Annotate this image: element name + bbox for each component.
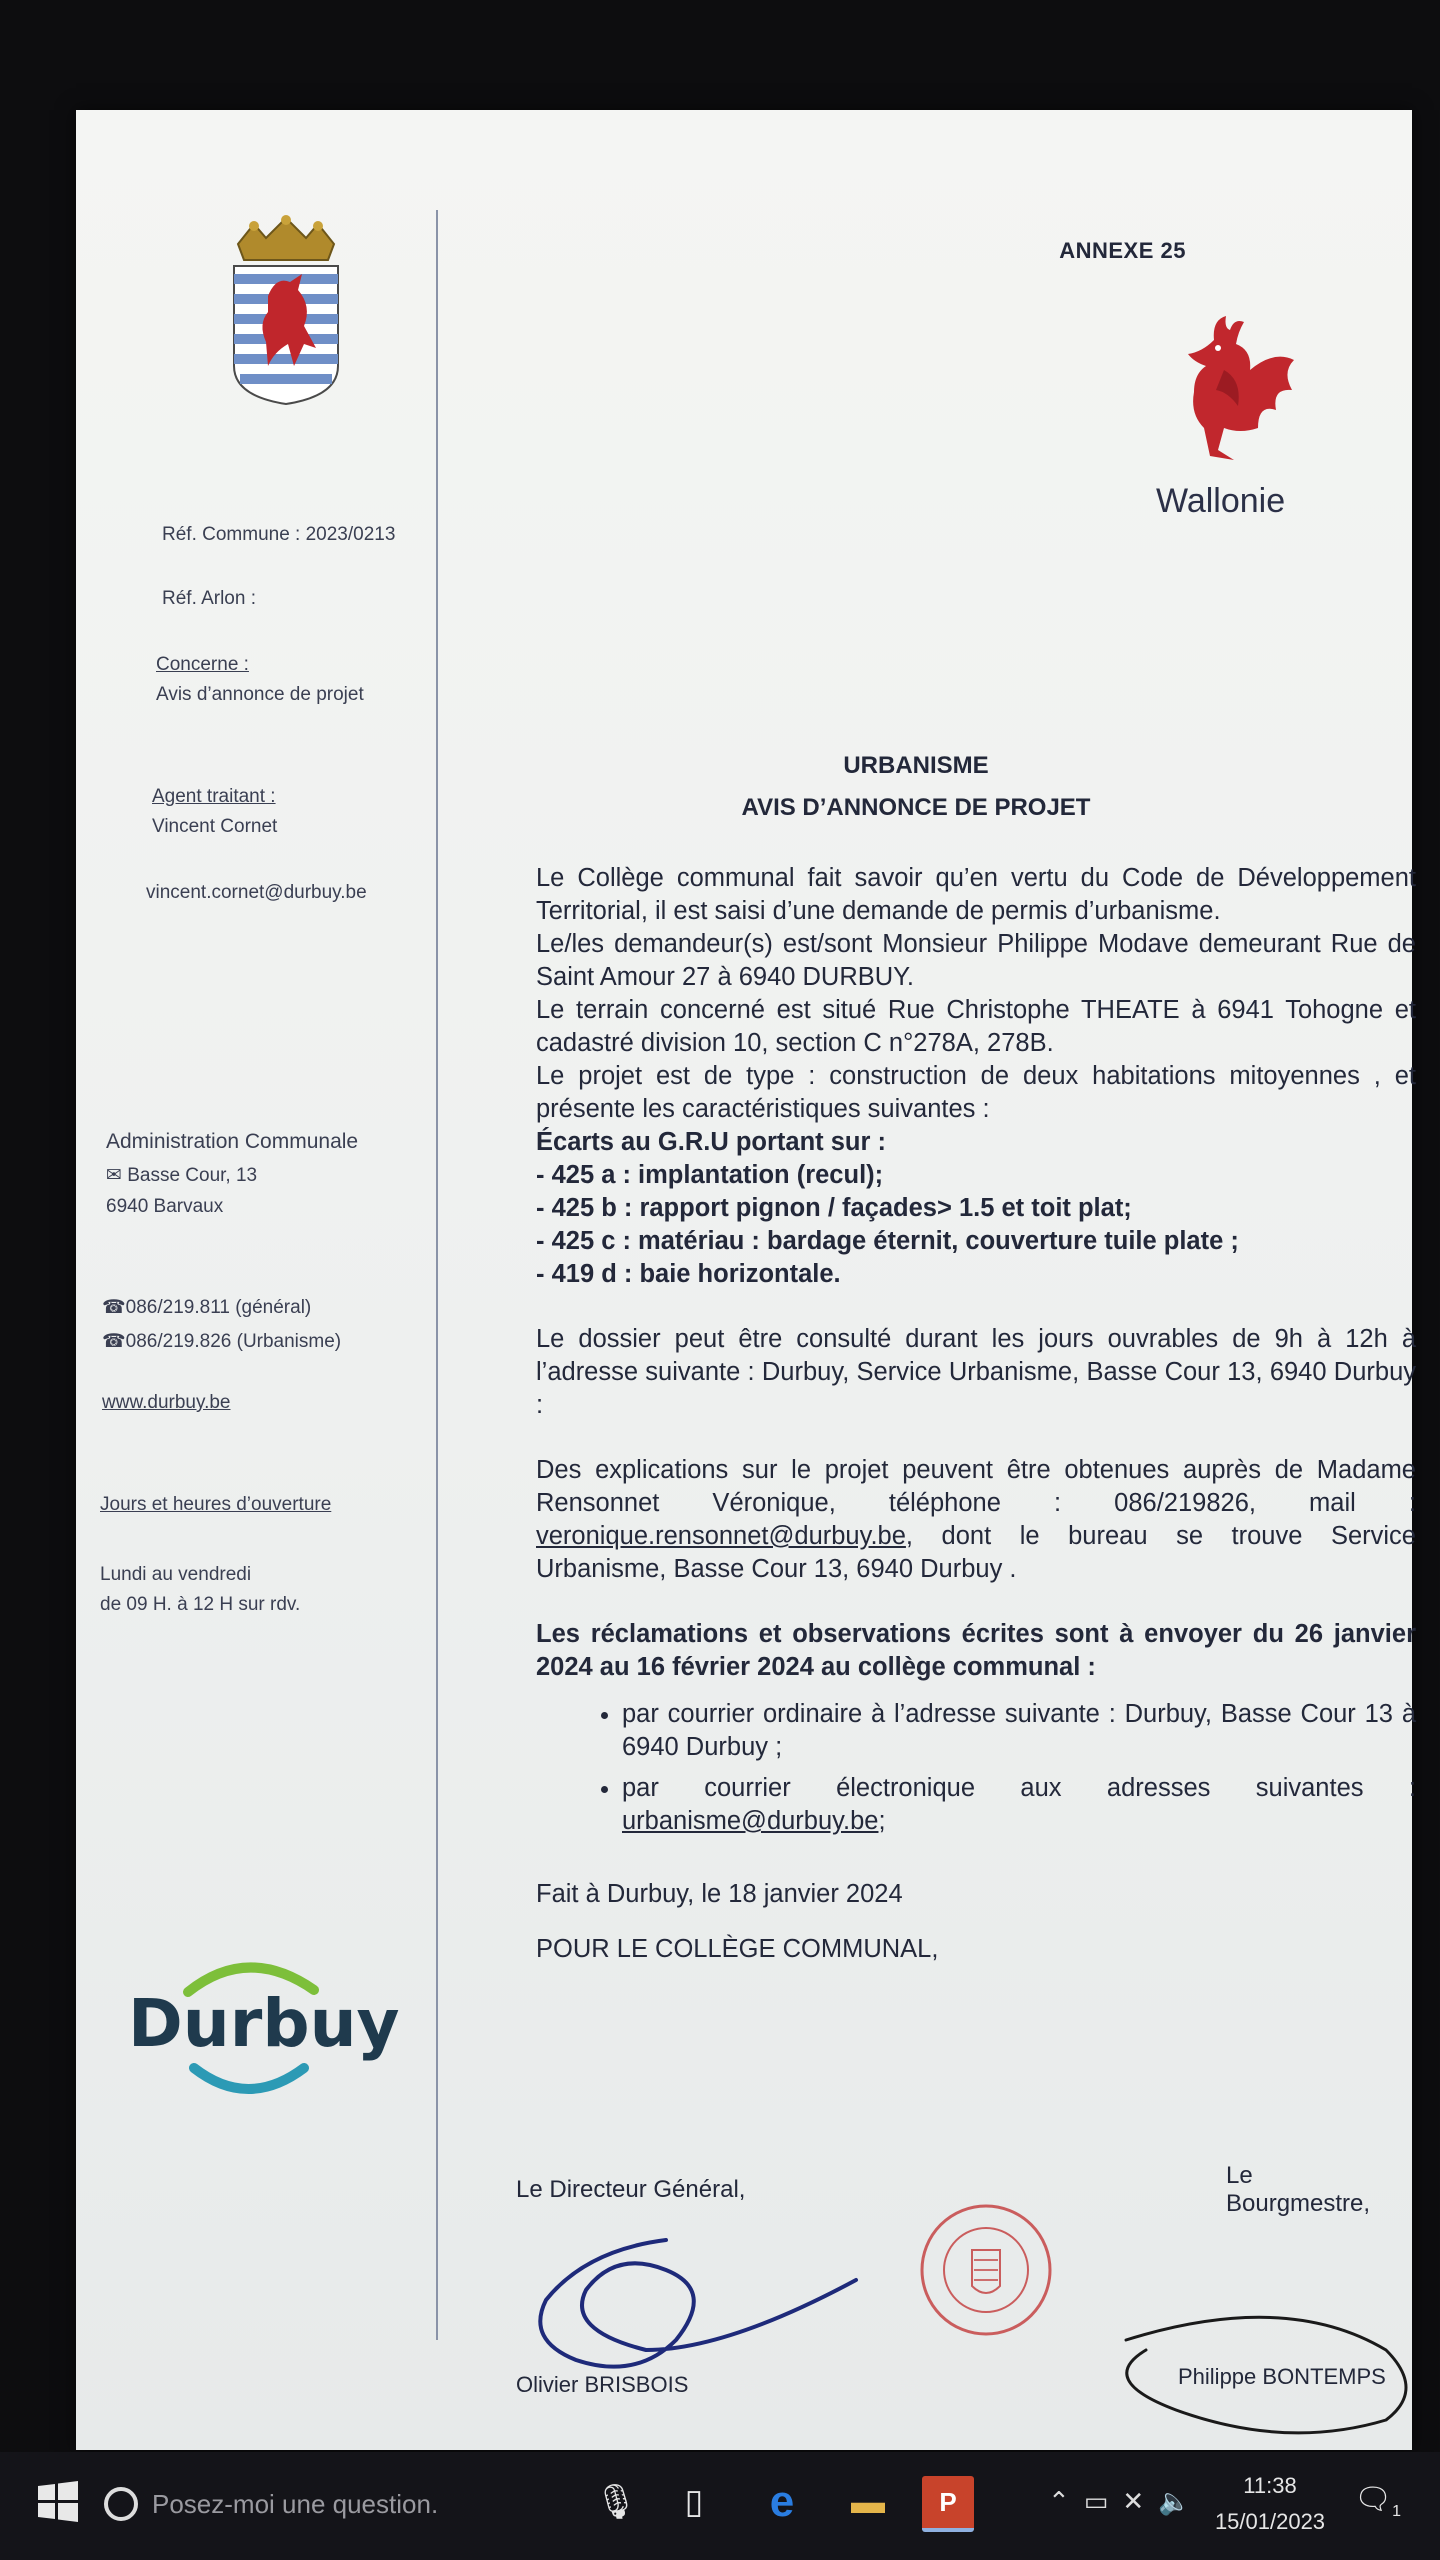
admin-title: Administration Communale (106, 1130, 359, 1153)
taskbar (0, 2452, 1440, 2560)
commune-seal (916, 2200, 1056, 2340)
task-view-icon[interactable]: ▯ (684, 2483, 704, 2521)
durbuy-logo-text: Durbuy (128, 1985, 400, 2062)
directeur-name: Olivier BRISBOIS (516, 2372, 689, 2397)
ecart-item: - 425 a : implantation (recul); (536, 1161, 884, 1189)
envelope-icon: ✉ (106, 1165, 122, 1186)
paragraph-explications: Des explications sur le projet peuvent être obtenues auprès de Madame Rensonnet Véronique, téléphone : 086/219826, mail : veronique.rensonnet@durbuy.be, dont le bureau se trouve Service Urbanisme, Basse Cour 13, 6940 Durbuy . (536, 1456, 1416, 1583)
admin-street-row (106, 1164, 257, 1187)
wallonie-label: Wallonie (1156, 482, 1286, 520)
pour-le-college: POUR LE COLLÈGE COMMUNAL, (536, 1935, 939, 1963)
paragraph-reclamations: Les réclamations et observations écrites sont à envoyer du 26 janvier 2024 au 16 février 2024 au collège communal : (536, 1620, 1416, 1681)
windows-start-icon[interactable] (36, 2480, 80, 2524)
clock-time: 11:38 (1243, 2473, 1297, 2498)
title-urbanisme: URBANISME (843, 752, 989, 779)
chevron-up-icon[interactable]: ⌃ (1048, 2486, 1070, 2516)
bourgmestre-title: Le Bourgmestre, (1226, 2162, 1371, 2217)
paragraph-demandeur: Le/les demandeur(s) est/sont Monsieur Philippe Modave demeurant Rue de Saint Amour 27 à 6940 DURBUY. (536, 930, 1416, 991)
document-sheet (76, 110, 1416, 2450)
paragraph-projet: Le projet est de type : construction de deux habitations mitoyennes , et présente les caractéristiques suivantes : (536, 1062, 1416, 1123)
website-link[interactable]: www.durbuy.be (102, 1392, 231, 1413)
cortana-icon (104, 2487, 138, 2521)
telephone-icon: ☎ (102, 1297, 126, 1318)
durbuy-logo (128, 1950, 400, 2100)
hours-times: de 09 H. à 12 H sur rdv. (100, 1594, 301, 1615)
system-tray (1048, 2486, 1191, 2517)
ecarts-title: Écarts au G.R.U portant sur : (536, 1128, 886, 1156)
paragraph-college: Le Collège communal fait savoir qu’en vertu du Code de Développement Territorial, il est saisi d’une demande de permis d’urbanisme. (536, 864, 1416, 925)
notification-center-icon[interactable]: $🗨_1$ (1354, 2483, 1401, 2520)
notice-body (536, 862, 1416, 1966)
volume-icon[interactable]: 🔈 (1158, 2486, 1191, 2516)
list-item: • par courrier électronique aux adresses suivantes : urbanisme@durbuy.be; (622, 1772, 1416, 1838)
edge-browser-icon[interactable]: e (769, 2477, 795, 2526)
cortana-search-box[interactable] (104, 2470, 604, 2538)
concerne-value: Avis d’annonce de projet (156, 684, 364, 705)
contact-email-link[interactable]: veronique.rensonnet@durbuy.be (536, 1522, 906, 1550)
search-placeholder: Posez-moi une question. (152, 2488, 439, 2519)
taskbar-clock[interactable] (1210, 2468, 1330, 2540)
directeur-title: Le Directeur Général, (516, 2176, 746, 2203)
telephone-icon: ☎ (102, 1331, 126, 1352)
ecart-item: - 419 d : baie horizontale. (536, 1260, 841, 1288)
phone-urbanisme-row (102, 1330, 341, 1353)
agent-name: Vincent Cornet (152, 816, 278, 837)
column-divider (436, 210, 438, 2340)
network-icon[interactable]: ✕ (1122, 2486, 1145, 2516)
submission-methods-list (536, 1698, 1416, 1838)
admin-street: Basse Cour, 13 (127, 1165, 258, 1186)
phone-general: 086/219.811 (général) (125, 1297, 312, 1318)
microphone-icon[interactable]: 🎙 (594, 2483, 638, 2521)
fait-a-durbuy: Fait à Durbuy, le 18 janvier 2024 (536, 1880, 903, 1908)
admin-city: 6940 Barvaux (106, 1196, 224, 1217)
agent-label: Agent traitant : (152, 786, 276, 807)
wallonie-rooster-icon (1154, 310, 1304, 470)
phone-urbanisme: 086/219.826 (Urbanisme) (125, 1331, 342, 1352)
main-content (446, 110, 1416, 2450)
ecart-item: - 425 b : rapport pignon / façades> 1.5 et toit plat; (536, 1194, 1132, 1222)
left-sidebar (76, 110, 426, 2450)
list-item: • par courrier ordinaire à l’adresse suivante : Durbuy, Basse Cour 13 à 6940 Durbuy ; (622, 1698, 1416, 1764)
hours-label: Jours et heures d’ouverture (100, 1494, 332, 1515)
battery-icon[interactable]: ▭ (1083, 2486, 1109, 2516)
ref-arlon: Réf. Arlon : (162, 588, 256, 609)
phone-general-row (102, 1296, 311, 1319)
file-explorer-icon[interactable]: ▬ (851, 2482, 885, 2521)
paragraph-terrain: Le terrain concerné est situé Rue Christophe THEATE à 6941 Tohogne et cadastré division 10, section C n°278A, 278B. (536, 996, 1416, 1057)
ref-commune: Réf. Commune : 2023/0213 (162, 524, 396, 545)
clock-date: 15/01/2023 (1214, 2509, 1326, 2534)
bourgmestre-name: Philippe BONTEMPS (1178, 2364, 1386, 2389)
powerpoint-icon[interactable]: P (922, 2476, 974, 2532)
hours-days: Lundi au vendredi (100, 1564, 252, 1585)
paragraph-consultation: Le dossier peut être consulté durant les jours ouvrables de 9h à 12h à l’adresse suivante : Durbuy, Service Urbanisme, Basse Cour 13, 6940 Durbuy : (536, 1325, 1416, 1419)
ecart-item: - 425 c : matériau : bardage éternit, couverture tuile plate ; (536, 1227, 1239, 1255)
agent-email[interactable]: vincent.cornet@durbuy.be (146, 882, 367, 903)
annexe-label: ANNEXE 25 (1059, 238, 1186, 263)
title-avis: AVIS D’ANNONCE DE PROJET (741, 794, 1091, 821)
province-crest-icon (224, 216, 348, 406)
urbanisme-email-link[interactable]: urbanisme@durbuy.be (622, 1807, 879, 1835)
concerne-label: Concerne : (156, 654, 249, 675)
